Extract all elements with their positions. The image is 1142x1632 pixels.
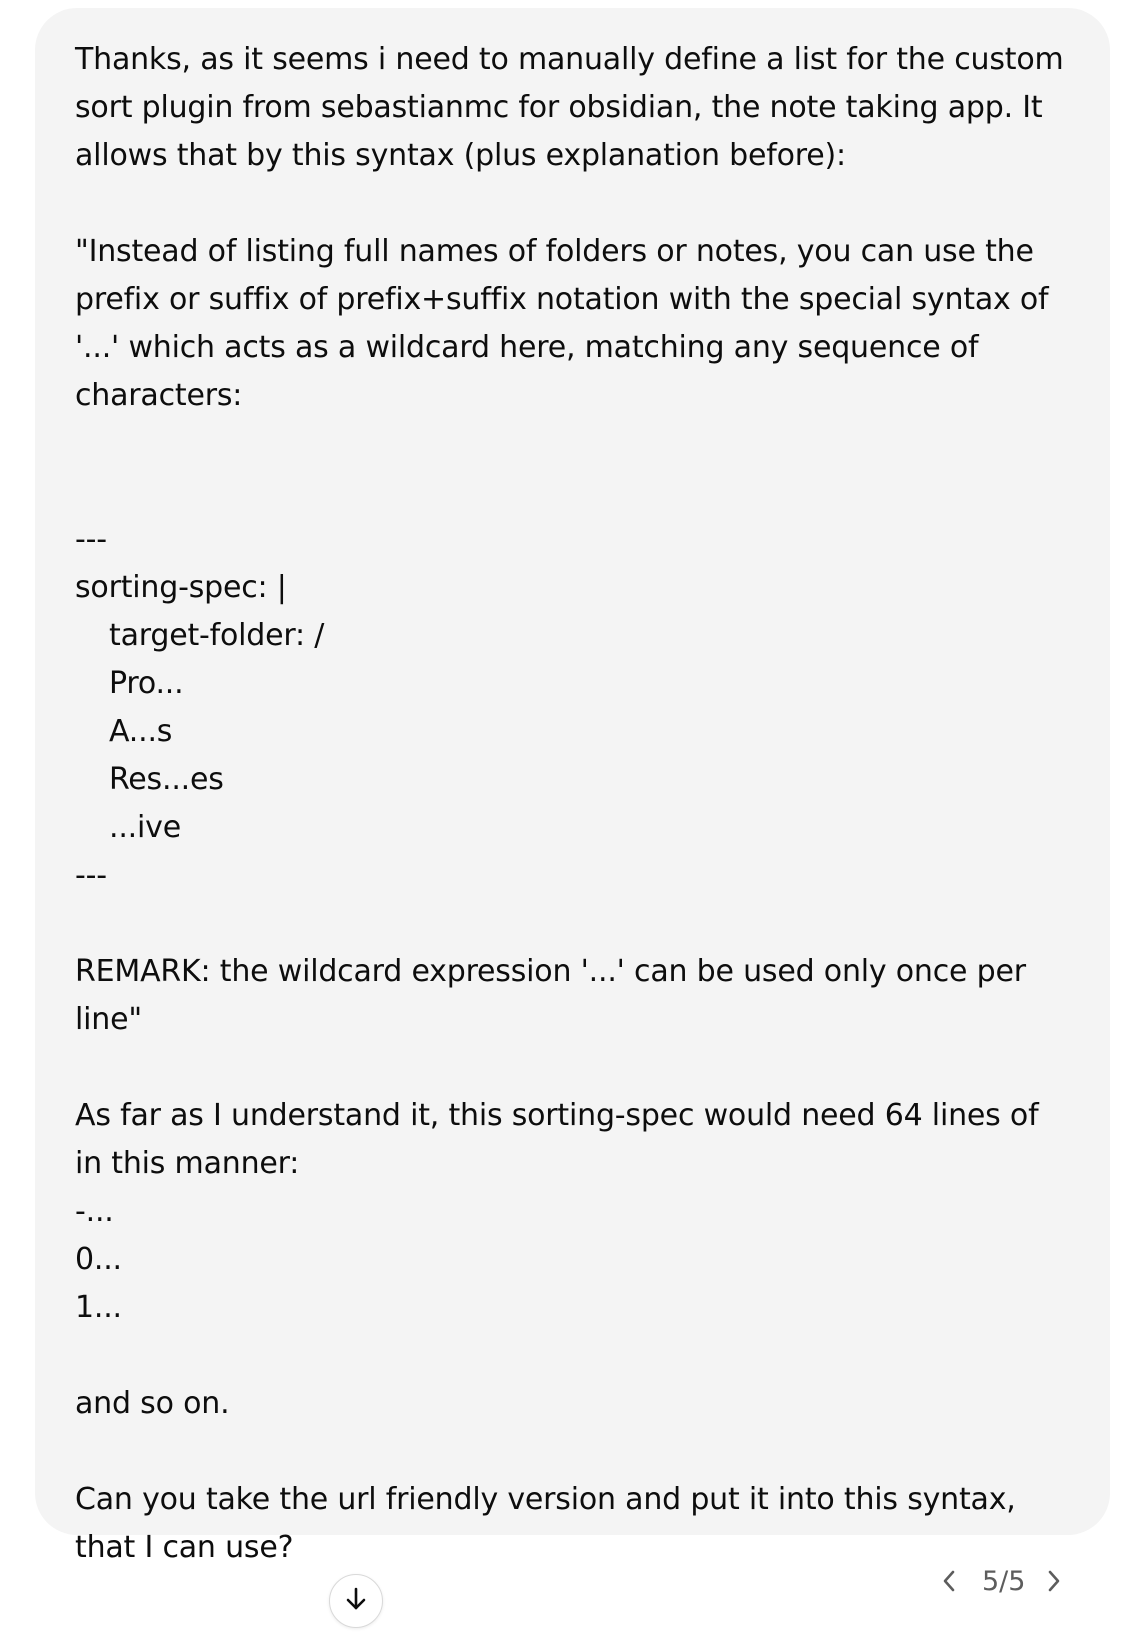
code-indented-line: target-folder: / [109,618,325,653]
code-delimiter-open: --- [75,522,107,557]
message-version-pager [934,1563,1069,1599]
message-text-line: in this manner: [75,1146,300,1181]
message-text-line: Can you take the url friendly version and put it into this syntax, [75,1482,1016,1517]
scroll-to-bottom-button[interactable] [329,1574,383,1628]
message-text-line: Thanks, as it seems i need to manually define a list for the custom [75,42,1064,77]
example-line: 1... [75,1290,122,1325]
message-text-line: and so on. [75,1386,230,1421]
code-indented-line: Res...es [109,762,224,797]
code-indented-line: A...s [109,714,173,749]
version-counter: 5/5 [982,1565,1026,1597]
user-message-bubble [35,8,1110,1565]
code-indented-line: ...ive [109,810,181,845]
message-text-line: '...' which acts as a wildcard here, matching any sequence of [75,330,979,365]
message-text-line: allows that by this syntax (plus explanation before): [75,138,846,173]
chevron-right-icon[interactable] [1039,1563,1069,1599]
message-text-line: As far as I understand it, this sorting-spec would need 64 lines of [75,1098,1039,1133]
code-indented-line: Pro... [109,666,184,701]
message-text-line: sort plugin from sebastianmc for obsidian, the note taking app. It [75,90,1043,125]
message-text-line: prefix or suffix of prefix+suffix notation with the special syntax of [75,282,1049,317]
example-line: -... [75,1194,114,1229]
code-delimiter-close: --- [75,858,107,893]
code-spec-line: sorting-spec: | [75,570,287,605]
message-text-line: characters: [75,378,243,413]
message-text-line: "Instead of listing full names of folders or notes, you can use the [75,234,1034,269]
message-text-line: that I can use? [75,1530,294,1565]
chevron-left-icon[interactable] [934,1563,964,1599]
message-text-line: line" [75,1002,142,1037]
example-line: 0... [75,1242,122,1277]
message-text-line: REMARK: the wildcard expression '...' can be used only once per [75,954,1026,989]
arrow-down-icon [342,1585,370,1617]
